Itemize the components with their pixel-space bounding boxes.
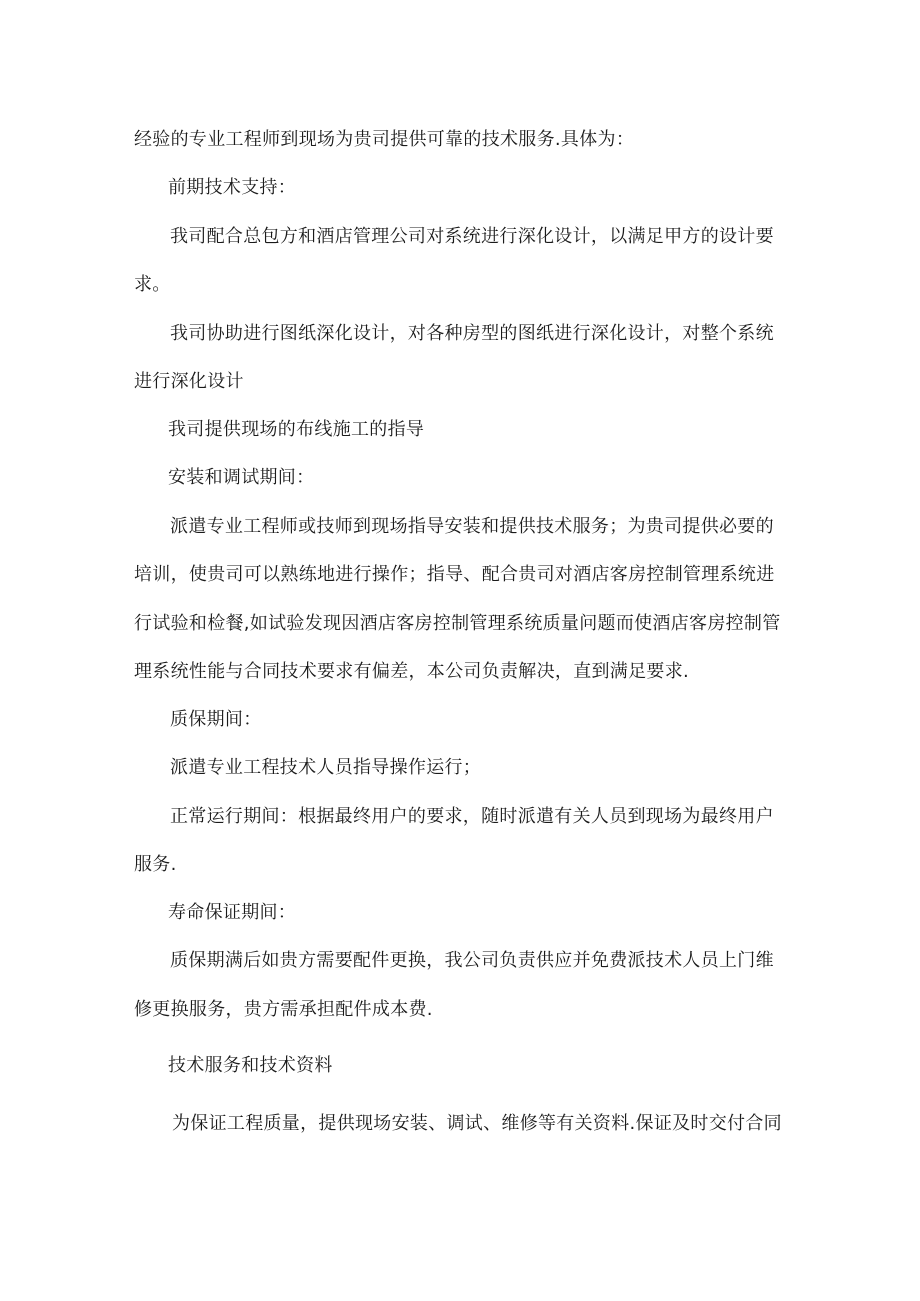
paragraph-line: 培训，使贵司可以熟练地进行操作；指导、配合贵司对酒店客房控制管理系统进 (134, 564, 775, 585)
paragraph-line: 理系统性能与合同技术要求有偏差，本公司负责解决，直到满足要求. (134, 661, 690, 682)
paragraph-line: 派遣专业工程技术人员指导操作运行； (170, 757, 482, 778)
paragraph-line: 质保期满后如贵方需要配件更换，我公司负责供应并免费派技术人员上门维 (170, 950, 774, 971)
paragraph-line: 我司配合总包方和酒店管理公司对系统进行深化设计，以满足甲方的设计要 (170, 226, 774, 247)
paragraph-line: 服务. (134, 854, 177, 875)
section-heading: 质保期间： (170, 709, 262, 730)
paragraph-line: 修更换服务，贵方需承担配件成本费. (134, 999, 433, 1020)
section-heading: 技术服务和技术资料 (168, 1055, 333, 1076)
paragraph-line: 派遣专业工程师或技师到现场指导安装和提供技术服务；为贵司提供必要的 (170, 516, 774, 537)
paragraph-line: 正常运行期间：根据最终用户的要求，随时派遣有关人员到现场为最终用户 (170, 806, 774, 827)
paragraph-line: 求。 (134, 274, 171, 295)
paragraph-line: 经验的专业工程师到现场为贵司提供可靠的技术服务.具体为： (134, 129, 635, 150)
paragraph-line: 进行深化设计 (134, 371, 244, 392)
section-heading: 安装和调试期间： (168, 467, 315, 488)
paragraph-line: 我司协助进行图纸深化设计，对各种房型的图纸进行深化设计，对整个系统 (170, 323, 774, 344)
section-heading: 寿命保证期间： (168, 902, 297, 923)
section-heading: 前期技术支持： (168, 177, 297, 198)
paragraph-line: 为保证工程质量，提供现场安装、调试、维修等有关资料.保证及时交付合同 (172, 1113, 782, 1134)
paragraph-line: 我司提供现场的布线施工的指导 (168, 419, 425, 440)
paragraph-line: 行试验和检餐,如试验发现因酒店客房控制管理系统质量问题而使酒店客房控制管 (134, 613, 781, 634)
